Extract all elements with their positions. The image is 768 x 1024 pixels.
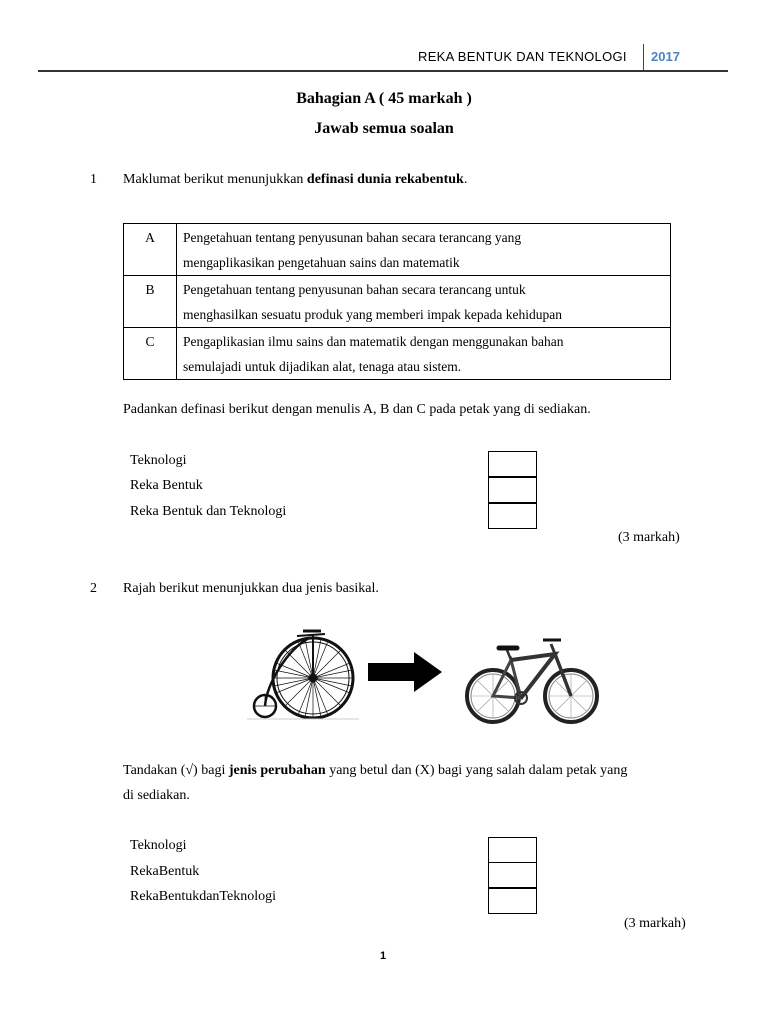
section-title: Bahagian A ( 45 markah ): [296, 90, 472, 107]
header-rule: [38, 70, 728, 72]
definition-table: [123, 223, 671, 380]
question-1-instruction: Padankan definasi berikut dengan menulis A, B dan C pada petak yang di sediakan.: [123, 402, 591, 417]
row-definition: Pengetahuan tentang penyusunan bahan secara terancang untuk menghasilkan sesuatu produk yang memberi impak kepada kehidupan: [177, 276, 671, 328]
question-2-instruction-line2: di sediakan.: [123, 788, 190, 803]
q2-item-rekabentuk: RekaBentuk: [130, 864, 200, 879]
row-label: C: [124, 328, 177, 380]
row-label: B: [124, 276, 177, 328]
q1-answer-box-3[interactable]: [488, 503, 537, 529]
question-2-marks: (3 markah): [624, 916, 686, 931]
header-year: 2017: [651, 49, 680, 64]
q2-item-rekabentukdanteknologi: RekaBentukdanTeknologi: [130, 889, 276, 904]
question-1-number: 1: [90, 172, 97, 187]
q2-answer-box-1[interactable]: [488, 837, 537, 863]
mountain-bicycle-image: [463, 630, 601, 730]
q1-item-reka-bentuk-dan-teknologi: Reka Bentuk dan Teknologi: [130, 504, 287, 519]
q2-answer-box-3[interactable]: [488, 888, 537, 914]
header-title: REKA BENTUK DAN TEKNOLOGI: [418, 49, 627, 64]
header-divider: [643, 44, 644, 70]
question-2-number: 2: [90, 581, 97, 596]
section-subtitle: Jawab semua soalan: [314, 120, 454, 137]
q1-answer-box-1[interactable]: [488, 451, 537, 477]
q1-item-reka-bentuk: Reka Bentuk: [130, 478, 203, 493]
q1-item-teknologi: Teknologi: [130, 453, 187, 468]
question-1-marks: (3 markah): [618, 530, 680, 545]
arrow-icon: [368, 652, 442, 692]
q2-answer-box-2[interactable]: [488, 862, 537, 888]
q1-answer-box-2[interactable]: [488, 477, 537, 503]
q2-item-teknologi: Teknologi: [130, 838, 187, 853]
question-1-intro: Maklumat berikut menunjukkan definasi dunia rekabentuk.: [123, 172, 468, 187]
table-row: [124, 276, 671, 328]
question-2-instruction: Tandakan (√) bagi jenis perubahan yang betul dan (X) bagi yang salah dalam petak yang: [123, 763, 628, 778]
row-definition: Pengetahuan tentang penyusunan bahan secara terancang yang mengaplikasikan pengetahuan sains dan matematik: [177, 224, 671, 276]
penny-farthing-bicycle-image: [247, 628, 359, 722]
page-number: 1: [380, 950, 387, 962]
table-row: [124, 224, 671, 276]
table-row: [124, 328, 671, 380]
question-2-intro: Rajah berikut menunjukkan dua jenis basikal.: [123, 581, 379, 596]
row-label: A: [124, 224, 177, 276]
row-definition: Pengaplikasian ilmu sains dan matematik dengan menggunakan bahan semulajadi untuk dijadikan alat, tenaga atau sistem.: [177, 328, 671, 380]
